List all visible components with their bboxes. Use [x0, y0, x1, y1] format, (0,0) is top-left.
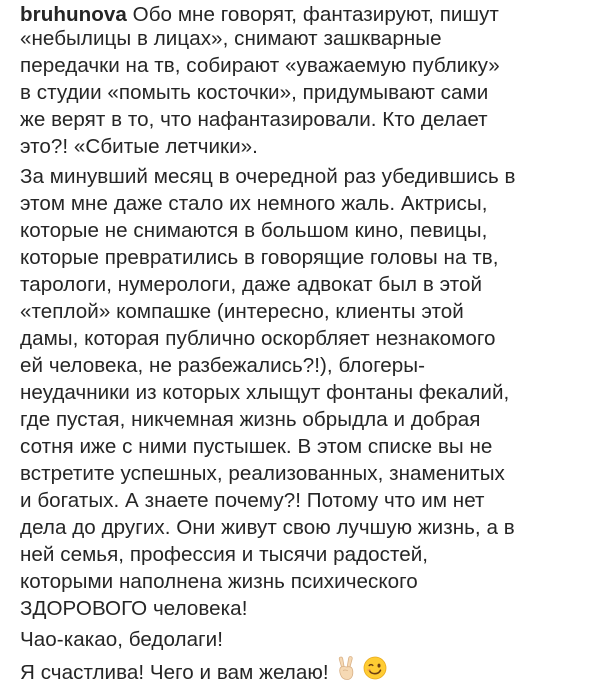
caption-line: сотня иже с ними пустышек. В этом списке вы не [20, 435, 493, 458]
caption-line: ЗДОРОВОГО человека! [20, 597, 248, 620]
caption-line [20, 0, 592, 25]
caption-line: ней семья, профессия и тысячи радостей, [20, 543, 429, 566]
caption-line: «теплой» компашке (интересно, клиенты этой [20, 300, 464, 323]
caption-line: Чао-какао, бедолаги! [20, 628, 224, 651]
caption-line: За минувший месяц в очередной раз убедившись в [20, 165, 516, 188]
caption-line: в студии «помыть косточки», придумывают сами [20, 81, 489, 104]
post-caption [20, 0, 592, 684]
caption-line: неудачники из которых хлыщут фонтаны фекалий, [20, 381, 510, 404]
winking-face-emoji-icon [363, 656, 387, 687]
caption-line: которые не снимаются в большом кино, певицы, [20, 219, 488, 242]
caption-paragraph-3 [20, 626, 592, 653]
caption-line: передачки на тв, собирают «уважаемую публику» [20, 54, 500, 77]
caption-line-text: Обо мне говорят, фантазируют, пишут [132, 3, 499, 26]
username-link[interactable]: bruhunova [20, 3, 127, 26]
victory-hand-emoji-icon [335, 655, 357, 688]
caption-paragraph-2 [20, 163, 592, 622]
caption-line: тарологи, нумерологи, даже адвокат был в этой [20, 273, 483, 296]
caption-line-text: Я счастлива! Чего и вам желаю! [20, 660, 329, 684]
caption-line: дамы, которая публично оскорбляет незнакомого [20, 327, 496, 350]
caption-paragraph-1 [20, 0, 592, 160]
caption-line: которые превратились в говорящие головы на тв, [20, 246, 499, 269]
caption-line: встретите успешных, реализованных, знаменитых [20, 462, 505, 485]
caption-line: же верят в то, что нафантазировали. Кто делает [20, 108, 488, 131]
caption-line: и богатых. А знаете почему?! Потому что им нет [20, 489, 485, 512]
caption-line: это?! «Сбитые летчики». [20, 135, 258, 158]
caption-line: которыми наполнена жизнь психического [20, 570, 418, 593]
caption-line: «небылицы в лицах», снимают зашкварные [20, 27, 442, 50]
caption-line: этом мне даже стало их немного жаль. Актрисы, [20, 192, 488, 215]
caption-line: дела до других. Они живут свою лучшую жизнь, а в [20, 516, 515, 539]
caption-line: ей человека, не разбежались?!), блогеры- [20, 354, 426, 377]
caption-line: где пустая, никчемная жизнь обрыдла и добрая [20, 408, 481, 431]
